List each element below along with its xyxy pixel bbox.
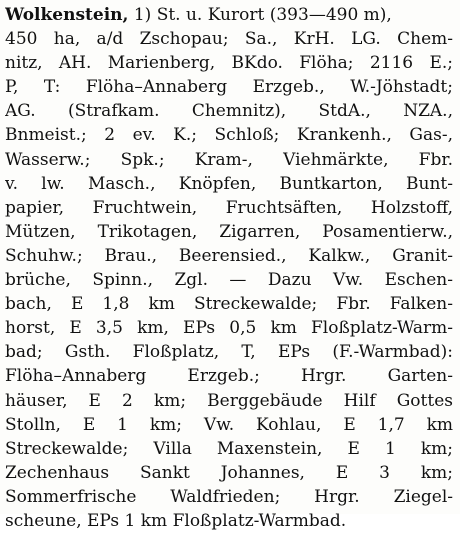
entry-line-16: Flöha–Annaberg Erzgeb.; Hrgr. Garten- bbox=[5, 366, 453, 387]
entry-line-21: Sommerfrische Waldfrieden; Hrgr. Ziegel- bbox=[5, 486, 453, 507]
entry-line-9: papier, Fruchtwein, Fruchtsäften, Holzstoff, bbox=[5, 197, 453, 218]
gazetteer-entry-wolkenstein bbox=[5, 3, 453, 533]
entry-line-22: scheune, EPs 1 km Floßplatz-Warmbad. bbox=[5, 510, 347, 531]
entry-line-2: 450 ha, a/d Zschopau; Sa., KrH. LG. Chem- bbox=[5, 29, 453, 50]
entry-line-5: AG. (Strafkam. Chemnitz), StdA., NZA., bbox=[5, 101, 453, 122]
entry-line-8: v. lw. Masch., Knöpfen, Buntkarton, Bunt- bbox=[5, 173, 453, 194]
entry-line-12: brüche, Spinn., Zgl. — Dazu Vw. Eschen- bbox=[5, 270, 453, 291]
entry-line-3: nitz, AH. Marienberg, BKdo. Flöha; 2116 E.; bbox=[5, 53, 453, 74]
entry-line-1 bbox=[5, 3, 453, 27]
entry-line-15: bad; Gsth. Floßplatz, T, EPs (F.-Warmbad): bbox=[5, 342, 453, 363]
entry-line-10: Mützen, Trikotagen, Zigarren, Posamentierw., bbox=[5, 221, 453, 242]
entry-line-20: Zechenhaus Sankt Johannes, E 3 km; bbox=[5, 462, 453, 483]
entry-line-4: P, T: Flöha–Annaberg Erzgeb., W.-Jöhstadt; bbox=[5, 77, 453, 98]
entry-line-17: häuser, E 2 km; Berggebäude Hilf Gottes bbox=[5, 390, 453, 411]
entry-line-7: Wasserw.; Spk.; Kram-, Viehmärkte, Fbr. bbox=[5, 149, 453, 170]
entry-line-13: bach, E 1,8 km Streckewalde; Fbr. Falken- bbox=[5, 294, 453, 315]
entry-line-1-text: 1) St. u. Kurort (393—490 m), bbox=[128, 5, 392, 25]
entry-line-14: horst, E 3,5 km, EPs 0,5 km Floßplatz-Warm- bbox=[5, 318, 453, 339]
entry-line-18: Stolln, E 1 km; Vw. Kohlau, E 1,7 km bbox=[5, 414, 453, 435]
entry-line-19: Streckewalde; Villa Maxenstein, E 1 km; bbox=[5, 438, 453, 459]
entry-line-6: Bnmeist.; 2 ev. K.; Schloß; Krankenh., Gas-, bbox=[5, 125, 453, 146]
entry-headword: Wolkenstein, bbox=[5, 5, 129, 25]
entry-line-11: Schuhw.; Brau., Beerensied., Kalkw., Granit- bbox=[5, 245, 453, 266]
